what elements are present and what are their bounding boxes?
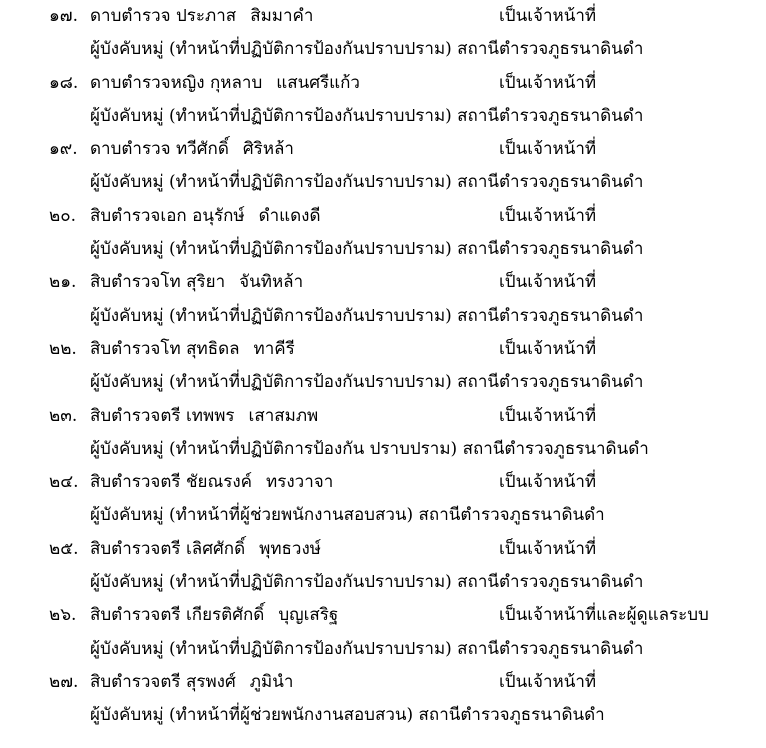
surname: จันทิหล้า <box>239 272 304 293</box>
duty-description: ผู้บังคับหมู่ (ทำหน้าที่ปฏิบัติการป้องกันปราบปราม) สถานีตำรวจภูธรนาดินดำ <box>90 105 644 126</box>
personnel-entry <box>0 466 766 533</box>
personnel-entry <box>0 666 766 733</box>
entry-number: ๒๕. <box>49 538 79 559</box>
person-name <box>90 333 295 366</box>
entry-duty-line <box>0 566 766 599</box>
surname: แสนศรีแก้ว <box>276 72 360 93</box>
person-name <box>90 0 313 33</box>
duty-description: ผู้บังคับหมู่ (ทำหน้าที่ปฏิบัติการป้องกันปราบปราม) สถานีตำรวจภูธรนาดินดำ <box>90 172 644 193</box>
entry-heading-line <box>0 0 766 33</box>
entry-number: ๑๙. <box>49 139 78 160</box>
entry-duty-line <box>0 433 766 466</box>
entry-number: ๑๗. <box>49 6 78 26</box>
surname: ทาคีรี <box>253 338 295 359</box>
personnel-entry <box>0 400 766 467</box>
person-name <box>90 133 294 166</box>
entry-duty-line <box>0 699 766 732</box>
entry-number: ๒๑. <box>49 272 77 293</box>
entry-number: ๑๘. <box>49 72 79 93</box>
personnel-entry <box>0 599 766 666</box>
surname: ภูมินำ <box>249 671 294 692</box>
assigned-role: เป็นเจ้าหน้าที่ <box>499 272 597 293</box>
surname: ศิริหล้า <box>242 139 294 160</box>
rank-and-first-name: สิบตำรวจตรี ชัยณรงค์ <box>90 472 253 493</box>
entry-duty-line <box>0 366 766 399</box>
duty-description: ผู้บังคับหมู่ (ทำหน้าที่ปฏิบัติการป้องกันปราบปราม) สถานีตำรวจภูธรนาดินดำ <box>90 39 644 60</box>
personnel-entry <box>0 533 766 600</box>
entry-heading-line <box>0 666 766 699</box>
surname: บุญเสริฐ <box>278 605 339 626</box>
entry-heading-line <box>0 200 766 233</box>
personnel-entry <box>0 0 766 67</box>
assigned-role: เป็นเจ้าหน้าที่ <box>499 671 597 692</box>
entry-heading-line <box>0 133 766 166</box>
assigned-role: เป็นเจ้าหน้าที่ <box>499 472 597 493</box>
personnel-entry <box>0 266 766 333</box>
personnel-entry <box>0 333 766 400</box>
person-name <box>90 466 333 499</box>
rank-and-first-name: สิบตำรวจโท สุริยา <box>90 272 226 293</box>
surname: เสาสมภพ <box>248 405 319 426</box>
entry-number: ๒๓. <box>49 405 78 426</box>
assigned-role: เป็นเจ้าหน้าที่ <box>499 538 597 559</box>
person-name <box>90 599 338 632</box>
entry-duty-line <box>0 33 766 66</box>
person-name <box>90 400 318 433</box>
entry-heading-line <box>0 599 766 632</box>
person-name <box>90 67 360 100</box>
assigned-role: เป็นเจ้าหน้าที่ <box>499 338 597 359</box>
assigned-role: เป็นเจ้าหน้าที่ <box>499 6 597 26</box>
duty-description: ผู้บังคับหมู่ (ทำหน้าที่ปฏิบัติการป้องกัน ปราบปราม) สถานีตำรวจภูธรนาดินดำ <box>90 438 649 459</box>
personnel-entry <box>0 67 766 134</box>
assigned-role: เป็นเจ้าหน้าที่ <box>499 405 597 426</box>
personnel-entry <box>0 200 766 267</box>
entry-number: ๒๗. <box>49 671 79 692</box>
entry-number: ๒๔. <box>49 472 79 493</box>
surname: ทรงวาจา <box>266 472 334 493</box>
person-name <box>90 533 321 566</box>
duty-description: ผู้บังคับหมู่ (ทำหน้าที่ปฏิบัติการป้องกันปราบปราม) สถานีตำรวจภูธรนาดินดำ <box>90 572 644 593</box>
entry-duty-line <box>0 100 766 133</box>
entry-heading-line <box>0 400 766 433</box>
surname: ดำแดงดี <box>258 205 321 226</box>
rank-and-first-name: สิบตำรวจโท สุทธิดล <box>90 338 240 359</box>
assigned-role: เป็นเจ้าหน้าที่ <box>499 205 597 226</box>
surname: สิมมาคำ <box>250 6 314 26</box>
entry-heading-line <box>0 67 766 100</box>
rank-and-first-name: สิบตำรวจตรี เลิศศักดิ์ <box>90 538 246 559</box>
rank-and-first-name: สิบตำรวจตรี เทพพร <box>90 405 235 426</box>
rank-and-first-name: สิบตำรวจตรี สุรพงศ์ <box>90 671 236 692</box>
duty-description: ผู้บังคับหมู่ (ทำหน้าที่ปฏิบัติการป้องกันปราบปราม) สถานีตำรวจภูธรนาดินดำ <box>90 239 644 260</box>
duty-description: ผู้บังคับหมู่ (ทำหน้าที่ปฏิบัติการป้องกันปราบปราม) สถานีตำรวจภูธรนาดินดำ <box>90 372 644 393</box>
entry-duty-line <box>0 633 766 666</box>
person-name <box>90 266 303 299</box>
entry-heading-line <box>0 533 766 566</box>
entry-duty-line <box>0 300 766 333</box>
duty-description: ผู้บังคับหมู่ (ทำหน้าที่ปฏิบัติการป้องกันปราบปราม) สถานีตำรวจภูธรนาดินดำ <box>90 638 644 659</box>
assigned-role: เป็นเจ้าหน้าที่และผู้ดูแลระบบ <box>499 605 709 626</box>
entry-number: ๒๖. <box>49 605 77 626</box>
duty-description: ผู้บังคับหมู่ (ทำหน้าที่ผู้ช่วยพนักงานสอบสวน) สถานีตำรวจภูธรนาดินดำ <box>90 705 605 726</box>
entry-number: ๒๒. <box>49 338 77 359</box>
entry-duty-line <box>0 233 766 266</box>
rank-and-first-name: สิบตำรวจเอก อนุรักษ์ <box>90 205 245 226</box>
entry-number: ๒๐. <box>49 205 76 226</box>
person-name <box>90 200 321 233</box>
assigned-role: เป็นเจ้าหน้าที่ <box>499 139 597 160</box>
rank-and-first-name: ดาบตำรวจหญิง กุหลาบ <box>90 72 263 93</box>
rank-and-first-name: ดาบตำรวจ ประภาส <box>90 6 237 26</box>
entry-duty-line <box>0 166 766 199</box>
rank-and-first-name: ดาบตำรวจ ทวีศักดิ์ <box>90 139 229 160</box>
rank-and-first-name: สิบตำรวจตรี เกียรติศักดิ์ <box>90 605 265 626</box>
person-name <box>90 666 293 699</box>
entry-duty-line <box>0 499 766 532</box>
entry-heading-line <box>0 266 766 299</box>
entry-heading-line <box>0 333 766 366</box>
entry-heading-line <box>0 466 766 499</box>
surname: พุทธวงษ์ <box>259 538 321 559</box>
duty-description: ผู้บังคับหมู่ (ทำหน้าที่ปฏิบัติการป้องกันปราบปราม) สถานีตำรวจภูธรนาดินดำ <box>90 305 644 326</box>
duty-description: ผู้บังคับหมู่ (ทำหน้าที่ผู้ช่วยพนักงานสอบสวน) สถานีตำรวจภูธรนาดินดำ <box>90 505 605 526</box>
assigned-role: เป็นเจ้าหน้าที่ <box>499 72 597 93</box>
personnel-entry <box>0 133 766 200</box>
